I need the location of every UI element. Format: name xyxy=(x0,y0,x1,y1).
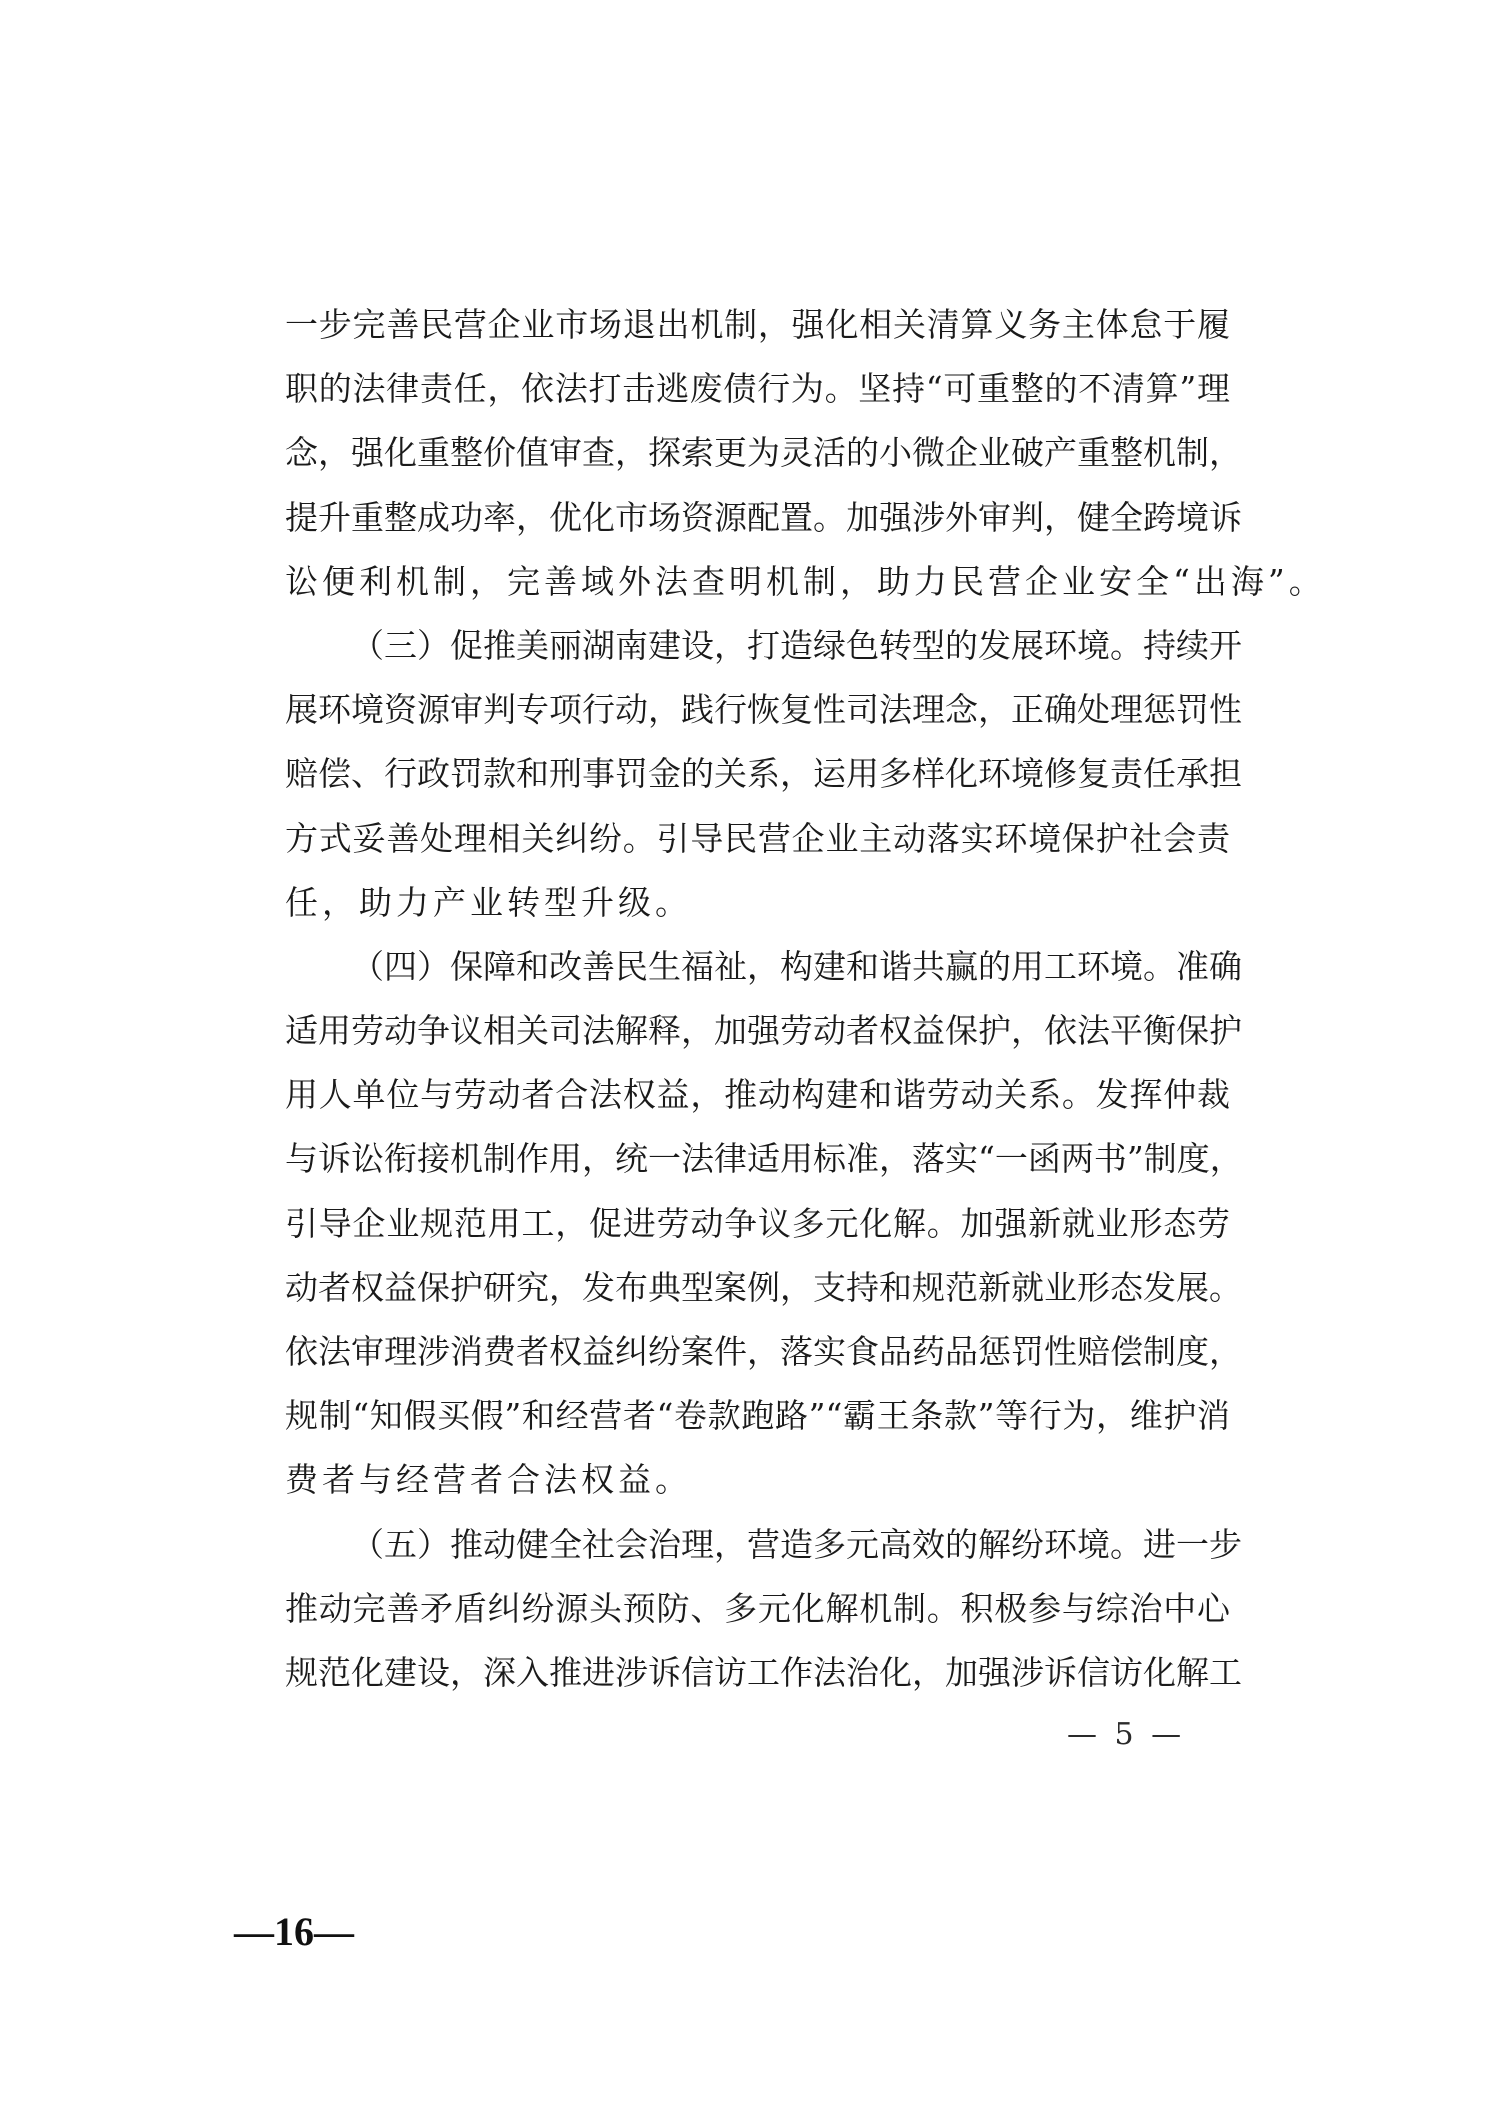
text-line: 方式妥善处理相关纠纷。引导民营企业主动落实环境保护社会责 xyxy=(285,818,1230,858)
text-line: 费者与经营者合法权益。 xyxy=(285,1460,692,1500)
outer-page-number: —16— xyxy=(234,1909,354,1954)
text-line: 用人单位与劳动者合法权益，推动构建和谐劳动关系。发挥仲裁 xyxy=(285,1075,1230,1115)
text-line: 规制“知假买假”和经营者“卷款跑路”“霸王条款”等行为，维护消 xyxy=(285,1396,1230,1436)
body-text xyxy=(285,293,1326,1705)
inner-page-number: — 5 — xyxy=(1067,1717,1186,1752)
text-line: 一步完善民营企业市场退出机制，强化相关清算义务主体怠于履 xyxy=(285,305,1230,344)
text-line: 依法审理涉消费者权益纠纷案件，落实食品药品惩罚性赔偿制度， xyxy=(285,1332,1242,1371)
text-line: 任，助力产业转型升级。 xyxy=(285,882,692,922)
text-line: 动者权益保护研究，发布典型案例，支持和规范新就业形态发展。 xyxy=(285,1267,1242,1307)
section-heading-line: （四）保障和改善民生福祉，构建和谐共赢的用工环境。准确 xyxy=(351,946,1242,986)
section-heading-line: （五）推动健全社会治理，营造多元高效的解纷环境。进一步 xyxy=(351,1524,1242,1564)
text-line: 适用劳动争议相关司法解释，加强劳动者权益保护，依法平衡保护 xyxy=(285,1011,1242,1051)
text-line: 念，强化重整价值审查，探索更为灵活的小微企业破产重整机制， xyxy=(285,433,1242,473)
text-line: 规范化建设，深入推进涉诉信访工作法治化，加强涉诉信访化解工 xyxy=(285,1652,1242,1692)
text-line: 赔偿、行政罚款和刑事罚金的关系，运用多样化环境修复责任承担 xyxy=(285,754,1242,794)
text-line: 与诉讼衔接机制作用，统一法律适用标准，落实“一函两书”制度， xyxy=(285,1139,1243,1179)
text-line: 推动完善矛盾纠纷源头预防、多元化解机制。积极参与综治中心 xyxy=(285,1588,1230,1628)
text-line: 引导企业规范用工，促进劳动争议多元化解。加强新就业形态劳 xyxy=(285,1203,1230,1243)
section-heading-line: （三）促推美丽湖南建设，打造绿色转型的发展环境。持续开 xyxy=(351,625,1242,665)
text-line: 提升重整成功率，优化市场资源配置。加强涉外审判，健全跨境诉 xyxy=(285,497,1242,537)
text-line: 职的法律责任，依法打击逃废债行为。坚持“可重整的不清算”理 xyxy=(285,369,1230,409)
text-line: 讼便利机制，完善域外法查明机制，助力民营企业安全“出海”。 xyxy=(285,561,1326,601)
text-line: 展环境资源审判专项行动，践行恢复性司法理念，正确处理惩罚性 xyxy=(285,690,1242,730)
